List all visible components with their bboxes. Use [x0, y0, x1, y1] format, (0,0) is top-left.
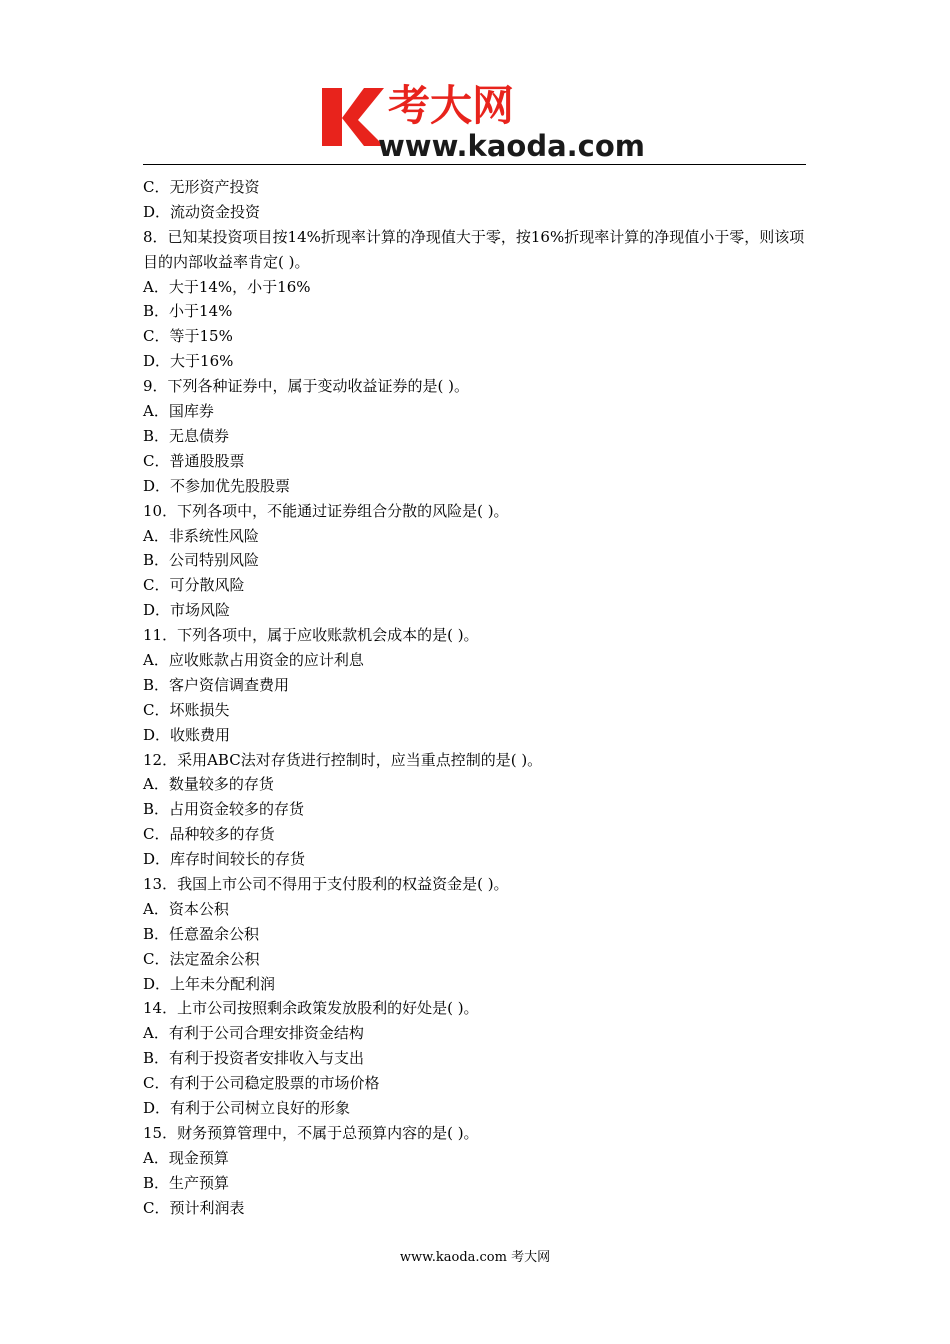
option-c-14: C．有利于公司稳定股票的市场价格	[143, 1074, 380, 1093]
kaoda-logo	[318, 78, 648, 162]
k-logo-mark	[322, 88, 384, 146]
option-c-9: C．普通股股票	[143, 451, 245, 470]
option-b-13: B．任意盈余公积	[143, 924, 260, 943]
option-a-9: A．国库券	[143, 402, 214, 421]
logo-url-text: www.kaoda.com	[378, 129, 645, 162]
option-b-14: B．有利于投资者安排收入与支出	[143, 1049, 365, 1068]
option-c-8: C．等于15%	[143, 327, 233, 346]
option-a-14: A．有利于公司合理安排资金结构	[143, 1024, 364, 1043]
question-13: 13．我国上市公司不得用于支付股利的权益资金是( )。	[143, 874, 509, 893]
question-12: 12．采用ABC法对存货进行控制时，应当重点控制的是( )。	[143, 750, 543, 769]
option-b-10: B．公司特别风险	[143, 551, 260, 570]
question-10: 10．下列各项中，不能通过证券组合分散的风险是( )。	[143, 501, 509, 520]
option-b-9: B．无息债券	[143, 426, 230, 445]
option-d-9: D．不参加优先股股票	[143, 476, 291, 495]
option-c-15: C．预计利润表	[143, 1198, 245, 1217]
logo-brand-text: 考大网	[388, 81, 515, 130]
option-a-15: A．现金预算	[143, 1148, 229, 1167]
option-a-13: A．资本公积	[143, 899, 229, 918]
option-a-11: A．应收账款占用资金的应计利息	[143, 650, 364, 669]
option-a-10: A．非系统性风险	[143, 526, 259, 545]
option-b-8: B．小于14%	[143, 302, 233, 321]
question-9: 9．下列各种证券中，属于变动收益证券的是( )。	[143, 377, 470, 396]
question-14: 14．上市公司按照剩余政策发放股利的好处是( )。	[143, 999, 479, 1018]
option-c-13: C．法定盈余公积	[143, 949, 260, 968]
option-b-15: B．生产预算	[143, 1173, 230, 1192]
exam-content	[143, 175, 823, 1220]
option-d-14: D．有利于公司树立良好的形象	[143, 1098, 351, 1117]
option-c-7: C．无形资产投资	[143, 178, 260, 196]
question-11: 11．下列各项中，属于应收账款机会成本的是( )。	[143, 626, 479, 645]
option-d-10: D．市场风险	[143, 601, 231, 620]
question-15: 15．财务预算管理中，不属于总预算内容的是( )。	[143, 1123, 479, 1142]
option-b-12: B．占用资金较多的存货	[143, 800, 305, 819]
question-8: 8．已知某投资项目按14%折现率计算的净现值大于零，按16%折现率计算的净现值小于零，则该项目的内部收益率肯定( )。	[143, 227, 805, 271]
page-footer: www.kaoda.com 考大网	[399, 1250, 551, 1265]
option-d-11: D．收账费用	[143, 725, 231, 744]
option-d-8: D．大于16%	[143, 352, 234, 371]
header-divider	[143, 164, 806, 165]
option-d-13: D．上年未分配利润	[143, 974, 276, 993]
option-c-11: C．坏账损失	[143, 700, 230, 719]
option-c-12: C．品种较多的存货	[143, 825, 275, 844]
option-d-12: D．库存时间较长的存货	[143, 850, 306, 869]
option-a-8: A．大于14%，小于16%	[143, 277, 311, 296]
option-c-10: C．可分散风险	[143, 576, 245, 595]
option-b-11: B．客户资信调查费用	[143, 675, 290, 694]
option-d-7: D．流动资金投资	[143, 202, 261, 221]
option-a-12: A．数量较多的存货	[143, 775, 274, 794]
